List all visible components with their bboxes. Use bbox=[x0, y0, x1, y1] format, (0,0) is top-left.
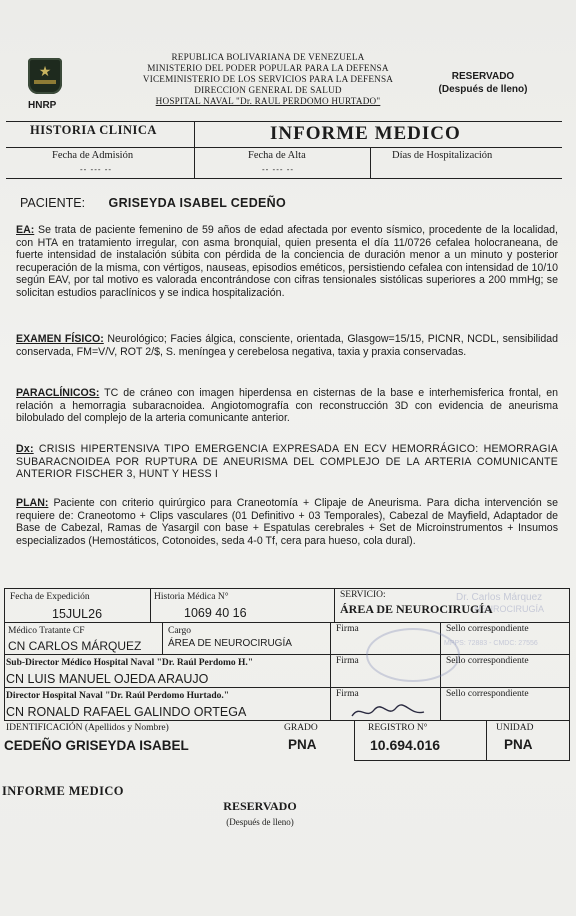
service-value: ÁREA DE NEUROCIRUGÍA bbox=[340, 602, 493, 616]
official-seal-stamp bbox=[366, 628, 460, 682]
seal-label-2: Sello correspondiente bbox=[446, 656, 529, 666]
rank-label: GRADO bbox=[284, 723, 318, 733]
institution-line: MINISTERIO DEL PODER POPULAR PARA LA DEFENSA bbox=[147, 63, 389, 73]
signature-label-2: Firma bbox=[336, 656, 359, 666]
historia-clinica-title: HISTORIA CLINICA bbox=[30, 123, 157, 137]
registry-label: REGISTRO N° bbox=[368, 723, 428, 733]
admission-date-value: -- --- -- bbox=[80, 165, 113, 174]
plan-section bbox=[16, 497, 558, 547]
identification-label: IDENTIFICACIÓN (Apellidos y Nombre) bbox=[6, 723, 169, 733]
reserved-note: (Después de lleno) bbox=[438, 84, 528, 95]
institution-line: REPUBLICA BOLIVARIANA DE VENEZUELA bbox=[171, 52, 365, 62]
hospital-days-label: Días de Hospitalización bbox=[392, 150, 493, 161]
director-label: Director Hospital Naval "Dr. Raúl Perdomo Hurtado." bbox=[6, 691, 230, 701]
expedition-date-value: 15JUL26 bbox=[52, 607, 103, 621]
paraclinic-text: TC de cráneo con imagen hiperdensa en cisternas de la base e interhemisferica frontal, en relación a hemorragia subaracnoidea. Angiotomografía con reconstrucción 3D con evidencia de aneurisma bilobulado del complejo de la arteria comunicante anterior. bbox=[16, 387, 558, 425]
service-label: SERVICIO: bbox=[340, 590, 386, 600]
signature-label-3: Firma bbox=[336, 689, 359, 699]
medical-record-label: Historia Médica N° bbox=[154, 592, 229, 602]
seal-label-1: Sello correspondiente bbox=[446, 624, 529, 634]
discharge-date-value: -- --- -- bbox=[262, 165, 295, 174]
informe-medico-title: INFORME MEDICO bbox=[270, 123, 461, 144]
subdirector-label: Sub-Director Médico Hospital Naval "Dr. Raúl Perdomo H." bbox=[6, 658, 254, 668]
position-value: ÁREA DE NEUROCIRUGÍA bbox=[168, 638, 292, 649]
footer-reserved-note: (Después de lleno) bbox=[226, 817, 294, 827]
exam-label: EXAMEN FÍSICO: bbox=[16, 333, 104, 345]
footer-reserved-label: RESERVADO bbox=[223, 799, 297, 813]
director-handwritten-signature bbox=[348, 700, 428, 722]
exam-text: Neurológico; Facies álgica, consciente, orientada, Glasgow=15/15, PICNR, NCDL, sensibilidad conservada, FM=V/V, ROT 2/$, S. meníngea y cerebelosa negativa, taxia y praxia conservadas. bbox=[16, 333, 558, 358]
treating-doctor-value: CN CARLOS MÁRQUEZ bbox=[8, 639, 142, 653]
registry-value: 10.694.016 bbox=[370, 737, 441, 753]
logo-caption: HNRP bbox=[28, 100, 57, 111]
signature-form bbox=[4, 588, 570, 760]
stamp-codes: MPPS: 72883 - CMDC: 27556 bbox=[444, 640, 538, 647]
reserved-label: RESERVADO bbox=[451, 71, 515, 82]
stamp-specialty: NEUROCIRUGÍA bbox=[474, 604, 545, 614]
ea-section bbox=[16, 224, 558, 300]
hospital-name: HOSPITAL NAVAL "Dr. RAUL PERDOMO HURTADO" bbox=[155, 96, 381, 106]
identification-value: CEDEÑO GRISEYDA ISABEL bbox=[4, 738, 189, 753]
plan-label: PLAN: bbox=[16, 497, 49, 509]
director-value: CN RONALD RAFAEL GALINDO ORTEGA bbox=[6, 705, 247, 719]
unit-value: PNA bbox=[504, 737, 533, 752]
treating-doctor-label: Médico Tratante CF bbox=[8, 626, 85, 636]
expedition-date-label: Fecha de Expedición bbox=[10, 592, 90, 602]
exam-section bbox=[16, 333, 558, 358]
ea-label: EA: bbox=[16, 224, 35, 236]
seal-label-3: Sello correspondiente bbox=[446, 689, 529, 699]
reserved-notice bbox=[428, 70, 538, 96]
unit-label: UNIDAD bbox=[496, 723, 534, 733]
diagnosis-text: CRISIS HIPERTENSIVA TIPO EMERGENCIA EXPRESADA EN ECV HEMORRÁGICO: HEMORRAGIA SUBARACNOIDEA POR RUPTURA DE ANEURISMA DEL COMPLEJO DE LA ARTERIA COMUNICANTE ANTERIOR FISCHER 3, HUNT Y HESS I bbox=[16, 443, 558, 481]
paraclinic-section bbox=[16, 387, 558, 425]
ea-text: Se trata de paciente femenino de 59 años de edad afectada por evento sísmico, procedente de la localidad, con HTA en tratamiento irregular, con asma bronquial, quien presenta el día 11/0726 cefalea holocraneana, de fuerte intensidad de instalación súbita con pérdida de la conciencia de duración menor a un minuto y posterior recuperación de la misma, con vértigos, nauseas, episodios eméticos, persistiendo cefalea con intensidad de 10/10 según EAV, por tal motivo es valorada encontrándose con cifras tensionales sistólicas superiores a 200 mmHg; se solicitan estudios paraclínicos y se indica hospitalización. bbox=[16, 224, 558, 299]
paraclinic-label: PARACLÍNICOS: bbox=[16, 387, 100, 399]
position-label: Cargo bbox=[168, 626, 192, 636]
medical-record-value: 1069 40 16 bbox=[184, 606, 247, 620]
rank-value: PNA bbox=[288, 737, 317, 752]
navy-emblem-logo: ★ bbox=[28, 58, 62, 94]
plan-text: Paciente con criterio quirúrgico para Craneotomía + Clipaje de Aneurisma. Para dicha intervención se requiere de: Craneotomo + Clips vasculares (01 Definitivo + 03 Temporales), Cabezal de Mayfield, Adaptador de Base de Cabezal, Ramas de Yasargil con base + Espatulas cerebrales + Set de Microinstrumentos + Insumos especializados (Hemostáticos, Cotonoides, seda 4-0 Tf, cera para hueso, cola dural). bbox=[16, 497, 558, 547]
footer-title: INFORME MEDICO bbox=[2, 784, 124, 798]
institution-header bbox=[118, 52, 418, 107]
institution-line: DIRECCION GENERAL DE SALUD bbox=[194, 85, 342, 95]
patient-label: PACIENTE: bbox=[20, 196, 86, 210]
institution-line: VICEMINISTERIO DE LOS SERVICIOS PARA LA DEFENSA bbox=[142, 74, 394, 84]
stamp-doctor-name: Dr. Carlos Márquez bbox=[456, 592, 543, 603]
patient-line bbox=[20, 196, 286, 210]
admission-date-label: Fecha de Admisión bbox=[52, 150, 134, 161]
subdirector-value: CN LUIS MANUEL OJEDA ARAUJO bbox=[6, 672, 209, 686]
diagnosis-section bbox=[16, 443, 558, 481]
discharge-date-label: Fecha de Alta bbox=[248, 150, 306, 161]
signature-label-1: Firma bbox=[336, 624, 359, 634]
diagnosis-label: Dx: bbox=[16, 443, 34, 455]
footer-reserved bbox=[200, 798, 320, 830]
patient-name: GRISEYDA ISABEL CEDEÑO bbox=[108, 196, 287, 210]
